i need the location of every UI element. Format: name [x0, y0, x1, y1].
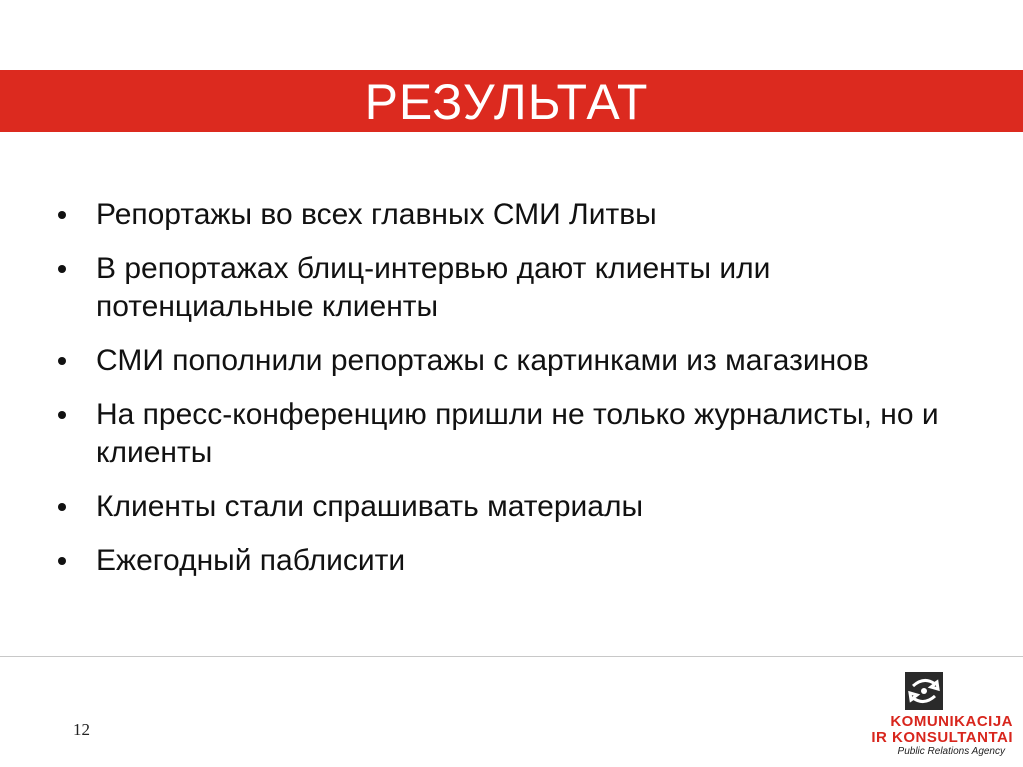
bullet-text: Клиенты стали спрашивать материалы	[96, 490, 644, 523]
bullet-dot-icon	[58, 211, 66, 219]
logo-line1: KOMUNIKACIJA	[890, 713, 1013, 730]
bullet-item	[58, 396, 958, 472]
company-logo-mark-icon	[905, 672, 943, 710]
slide-title: РЕЗУЛЬТАТ	[364, 74, 649, 130]
bullet-text: Репортажы во всех главных СМИ Литвы	[96, 198, 657, 231]
bullet-list	[58, 196, 958, 596]
bullet-dot-icon	[58, 265, 66, 273]
bullet-text: В репортажах блиц-интервью дают клиенты или потенциальные клиенты	[96, 252, 771, 323]
bullet-item	[58, 488, 958, 526]
bullet-item	[58, 342, 958, 380]
bullet-dot-icon	[58, 503, 66, 511]
bullet-dot-icon	[58, 557, 66, 565]
bullet-text: Ежегодный паблисити	[96, 544, 406, 577]
page-number: 12	[73, 720, 90, 739]
bullet-text: СМИ пополнили репортажы с картинками из магазинов	[96, 344, 869, 377]
title-bar	[0, 70, 1023, 132]
bullet-item	[58, 250, 958, 326]
logo-line2: IR KONSULTANTAI	[871, 729, 1013, 746]
bullet-dot-icon	[58, 411, 66, 419]
bullet-item	[58, 196, 958, 234]
bullet-item	[58, 542, 958, 580]
bullet-dot-icon	[58, 357, 66, 365]
logo-tagline: Public Relations Agency	[897, 746, 1005, 757]
bullet-text: На пресс-конференцию пришли не только журналисты, но и клиенты	[96, 398, 939, 469]
company-logo	[835, 672, 1013, 762]
footer-divider	[0, 656, 1023, 657]
